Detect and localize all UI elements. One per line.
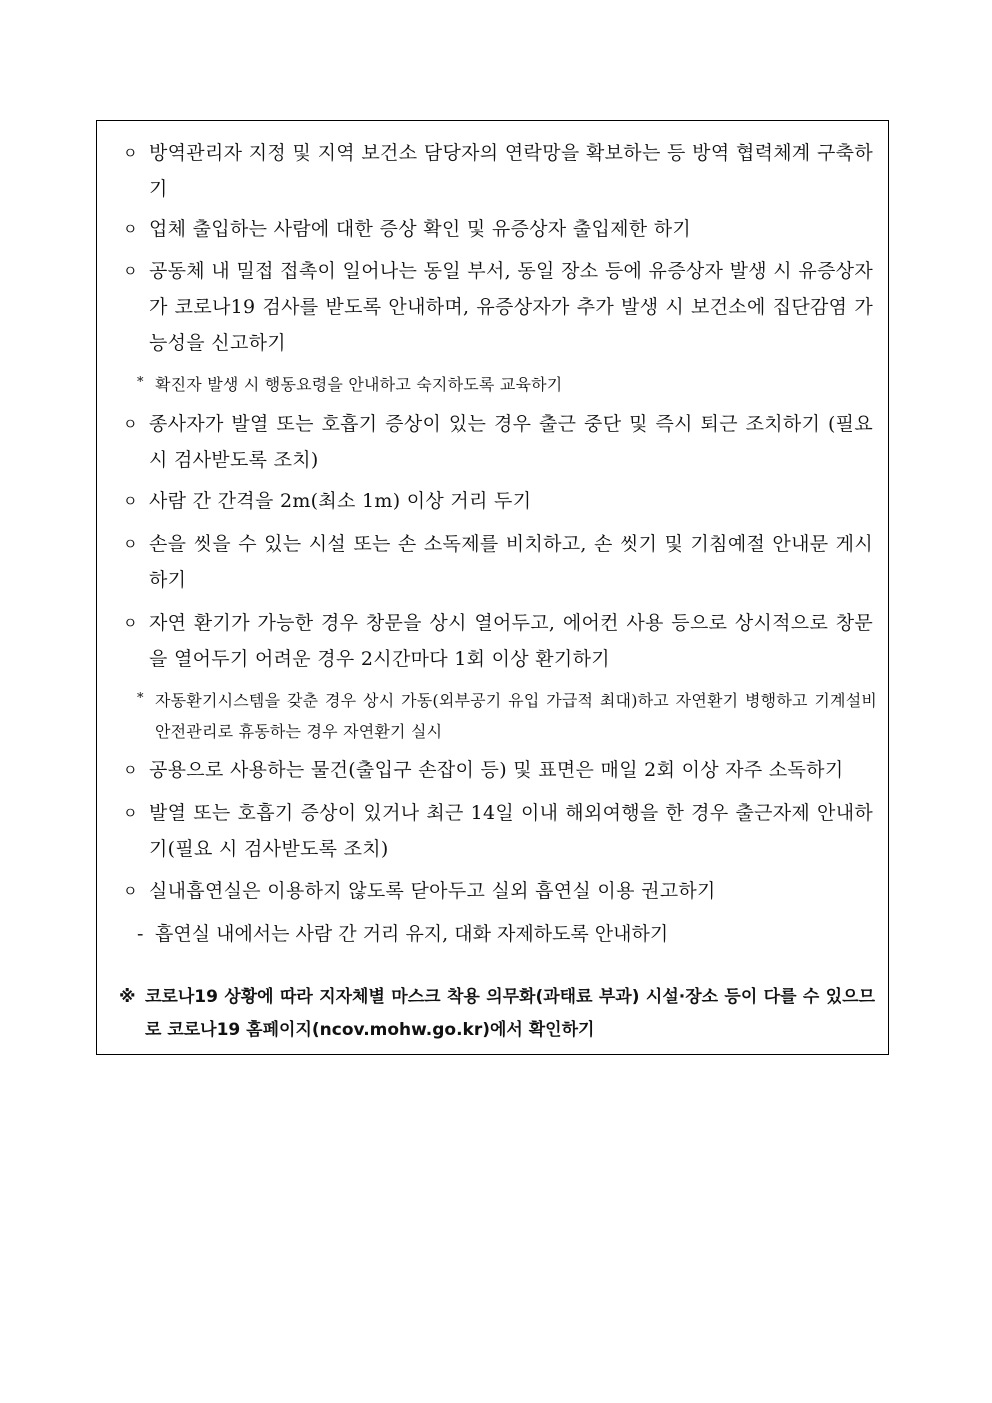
reference-note xyxy=(119,981,875,1047)
reference-mark: ※ xyxy=(119,987,136,1007)
bullet: ㅇ xyxy=(123,415,138,433)
list-item xyxy=(123,526,873,598)
list-item-text: 손을 씻을 수 있는 시설 또는 손 소독제를 비치하고, 손 씻기 및 기침예절 안내문 게시하기 xyxy=(149,533,873,591)
list-item-text: 공용으로 사용하는 물건(출입구 손잡이 등) 및 표면은 매일 2회 이상 자주 소독하기 xyxy=(149,759,844,781)
list-item xyxy=(123,752,873,788)
bullet: ㅇ xyxy=(123,882,138,900)
list-item xyxy=(123,135,873,207)
dash-bullet: - xyxy=(137,923,144,945)
list-item-text: 업체 출입하는 사람에 대한 증상 확인 및 유증상자 출입제한 하기 xyxy=(149,218,692,240)
list-item xyxy=(123,483,873,519)
list-item-text: 사람 간 간격을 2m(최소 1m) 이상 거리 두기 xyxy=(149,490,532,512)
asterisk: * xyxy=(137,691,144,706)
bullet: ㅇ xyxy=(123,761,138,779)
reference-note-text: 코로나19 상황에 따라 지자체별 마스크 착용 의무화(과태료 부과) 시설·장소 등이 다를 수 있으므로 코로나19 홈페이지(ncov.mohw.go.kr)에서 확인하기 xyxy=(145,987,875,1040)
bullet: ㅇ xyxy=(123,535,138,553)
sub-note xyxy=(137,369,877,400)
bullet: ㅇ xyxy=(123,262,138,280)
bullet: ㅇ xyxy=(123,614,138,632)
list-item xyxy=(123,795,873,867)
list-item-text: 공동체 내 밀접 접촉이 일어나는 동일 부서, 동일 장소 등에 유증상자 발생 시 유증상자가 코로나19 검사를 받도록 안내하며, 유증상자가 추가 발생 시 보건소에 집단감염 가능성을 신고하기 xyxy=(149,260,873,354)
asterisk: * xyxy=(137,375,144,390)
list-item xyxy=(123,873,873,909)
list-item xyxy=(123,253,873,361)
list-item-text: 방역관리자 지정 및 지역 보건소 담당자의 연락망을 확보하는 등 방역 협력체계 구축하기 xyxy=(149,142,873,200)
list-item xyxy=(123,406,873,478)
sub-note-text: 확진자 발생 시 행동요령을 안내하고 숙지하도록 교육하기 xyxy=(155,375,563,394)
list-item-text: 발열 또는 호흡기 증상이 있거나 최근 14일 이내 해외여행을 한 경우 출근자제 안내하기(필요 시 검사받도록 조치) xyxy=(149,802,873,860)
list-item xyxy=(123,605,873,677)
sub-note-text: 자동환기시스템을 갖춘 경우 상시 가동(외부공기 유입 가급적 최대)하고 자연환기 병행하고 기계설비 안전관리로 휴동하는 경우 자연환기 실시 xyxy=(155,691,877,741)
bullet: ㅇ xyxy=(123,144,138,162)
dash-item xyxy=(137,916,877,952)
list-item xyxy=(123,211,873,247)
list-item-text: 실내흡연실은 이용하지 않도록 닫아두고 실외 흡연실 이용 권고하기 xyxy=(149,880,716,902)
sub-note xyxy=(137,685,877,747)
bullet: ㅇ xyxy=(123,804,138,822)
bullet: ㅇ xyxy=(123,220,138,238)
bullet: ㅇ xyxy=(123,492,138,510)
dash-item-text: 흡연실 내에서는 사람 간 거리 유지, 대화 자제하도록 안내하기 xyxy=(155,923,669,945)
guideline-box xyxy=(96,120,889,1055)
list-item-text: 종사자가 발열 또는 호흡기 증상이 있는 경우 출근 중단 및 즉시 퇴근 조치하기 (필요 시 검사받도록 조치) xyxy=(149,413,873,471)
list-item-text: 자연 환기가 가능한 경우 창문을 상시 열어두고, 에어컨 사용 등으로 상시적으로 창문을 열어두기 어려운 경우 2시간마다 1회 이상 환기하기 xyxy=(149,612,873,670)
